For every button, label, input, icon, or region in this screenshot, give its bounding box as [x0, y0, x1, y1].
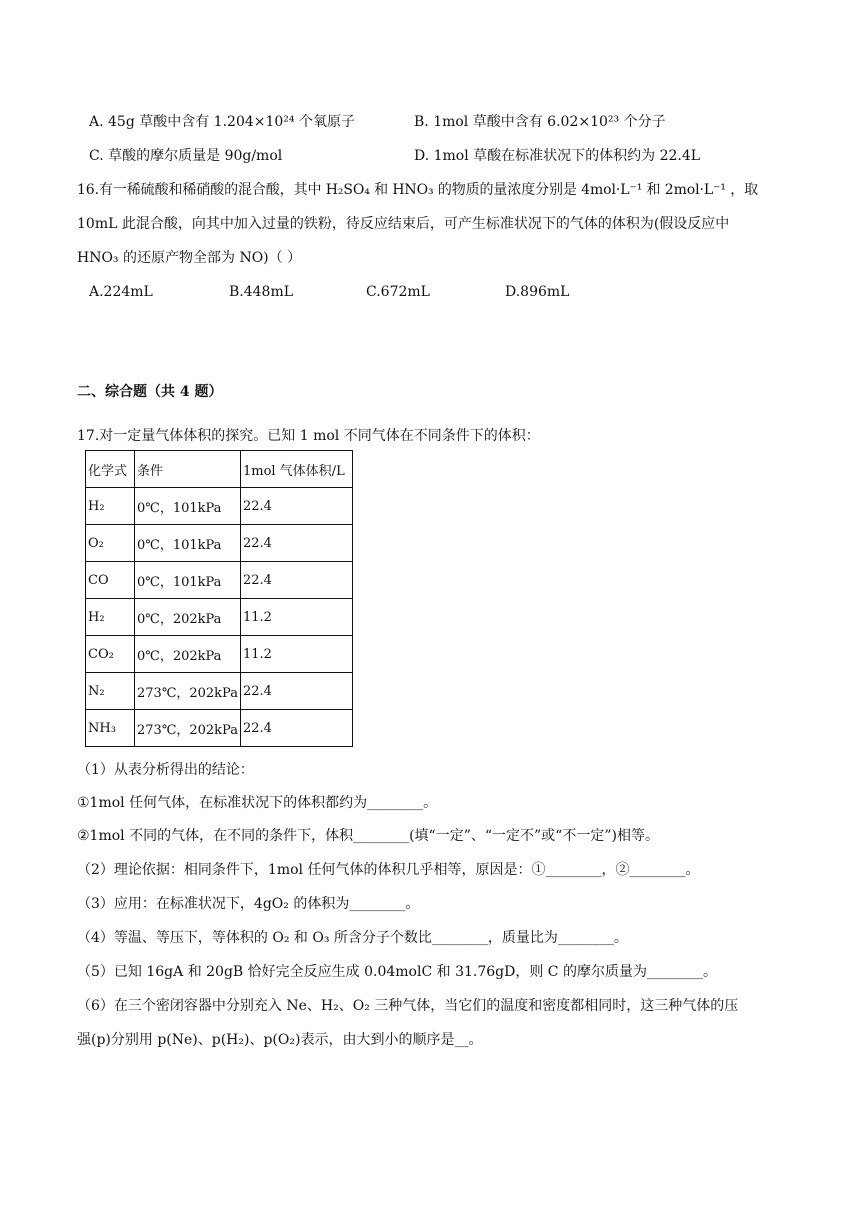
cell-condition: 273℃，202kPa	[135, 673, 241, 710]
q16-option-b: B.448mL	[229, 284, 294, 300]
cell-formula: NH₃	[86, 710, 135, 747]
table-row	[86, 488, 353, 525]
q16-option-c: C.672mL	[366, 284, 430, 300]
q15-option-c: C. 草酸的摩尔质量是 90g/mol	[89, 148, 283, 164]
q15-option-b: B. 1mol 草酸中含有 6.02×10²³ 个分子	[414, 114, 666, 130]
q17-part-5: （5）已知 16gA 和 20gB 恰好完全反应生成 0.04molC 和 31.76gD，则 C 的摩尔质量为________。	[77, 964, 717, 980]
table-row	[86, 562, 353, 599]
cell-volume: 22.4	[240, 673, 352, 710]
q15-option-a: A. 45g 草酸中含有 1.204×10²⁴ 个氧原子	[89, 114, 355, 130]
q17-part-6-line-2: 强(p)分别用 p(Ne)、p(H₂)、p(O₂)表示，由大到小的顺序是__。	[77, 1032, 483, 1048]
cell-condition: 0℃，101kPa	[135, 488, 241, 525]
header-condition: 条件	[135, 451, 241, 488]
q17-part-6-line-1: （6）在三个密闭容器中分别充入 Ne、H₂、O₂ 三种气体，当它们的温度和密度都相同时，这三种气体的压	[77, 998, 739, 1014]
q16-line-3: HNO₃ 的还原产物全部为 NO)（ ）	[77, 250, 302, 266]
table-row	[86, 673, 353, 710]
table-row	[86, 525, 353, 562]
cell-formula: H₂	[86, 599, 135, 636]
q17-part-3: （3）应用：在标准状况下，4gO₂ 的体积为________。	[77, 896, 420, 912]
cell-condition: 273℃，202kPa	[135, 710, 241, 747]
q17-part-4: （4）等温、等压下，等体积的 O₂ 和 O₃ 所含分子个数比________，质量比为________。	[77, 930, 628, 946]
header-volume: 1mol 气体体积/L	[240, 451, 352, 488]
table-row	[86, 710, 353, 747]
q16-option-d: D.896mL	[505, 284, 570, 300]
cell-condition: 0℃，202kPa	[135, 599, 241, 636]
table-header-row	[86, 451, 353, 488]
q17-intro: 17.对一定量气体体积的探究。已知 1 mol 不同气体在不同条件下的体积：	[77, 428, 540, 444]
q15-option-d: D. 1mol 草酸在标准状况下的体积约为 22.4L	[414, 148, 701, 164]
section-2-title: 二、综合题（共 4 题）	[77, 384, 223, 400]
cell-formula: H₂	[86, 488, 135, 525]
q17-part-1a: ①1mol 任何气体，在标准状况下的体积都约为________。	[77, 795, 438, 811]
cell-formula: O₂	[86, 525, 135, 562]
cell-volume: 11.2	[240, 599, 352, 636]
cell-condition: 0℃，202kPa	[135, 636, 241, 673]
q16-line-2: 10mL 此混合酸，向其中加入过量的铁粉，待反应结束后，可产生标准状况下的气体的体积为(假设反应中	[77, 216, 730, 232]
cell-formula: CO	[86, 562, 135, 599]
header-formula: 化学式	[86, 451, 135, 488]
cell-volume: 22.4	[240, 488, 352, 525]
q16-option-a: A.224mL	[89, 284, 153, 300]
table-row	[86, 636, 353, 673]
q16-line-1: 16.有一稀硫酸和稀硝酸的混合酸，其中 H₂SO₄ 和 HNO₃ 的物质的量浓度分别是 4mol·L⁻¹ 和 2mol·L⁻¹ ，取	[77, 182, 758, 198]
cell-volume: 22.4	[240, 710, 352, 747]
q17-part-2: （2）理论依据：相同条件下，1mol 任何气体的体积几乎相等，原因是：①________，②________。	[77, 862, 700, 878]
cell-condition: 0℃，101kPa	[135, 525, 241, 562]
gas-volume-table	[85, 450, 353, 747]
cell-formula: N₂	[86, 673, 135, 710]
q17-part-1: （1）从表分析得出的结论：	[77, 762, 254, 778]
cell-volume: 22.4	[240, 525, 352, 562]
cell-condition: 0℃，101kPa	[135, 562, 241, 599]
cell-formula: CO₂	[86, 636, 135, 673]
q17-part-1b: ②1mol 不同的气体，在不同的条件下，体积________(填“一定”、“一定不”或“不一定”)相等。	[77, 828, 659, 844]
cell-volume: 11.2	[240, 636, 352, 673]
table-row	[86, 599, 353, 636]
cell-volume: 22.4	[240, 562, 352, 599]
